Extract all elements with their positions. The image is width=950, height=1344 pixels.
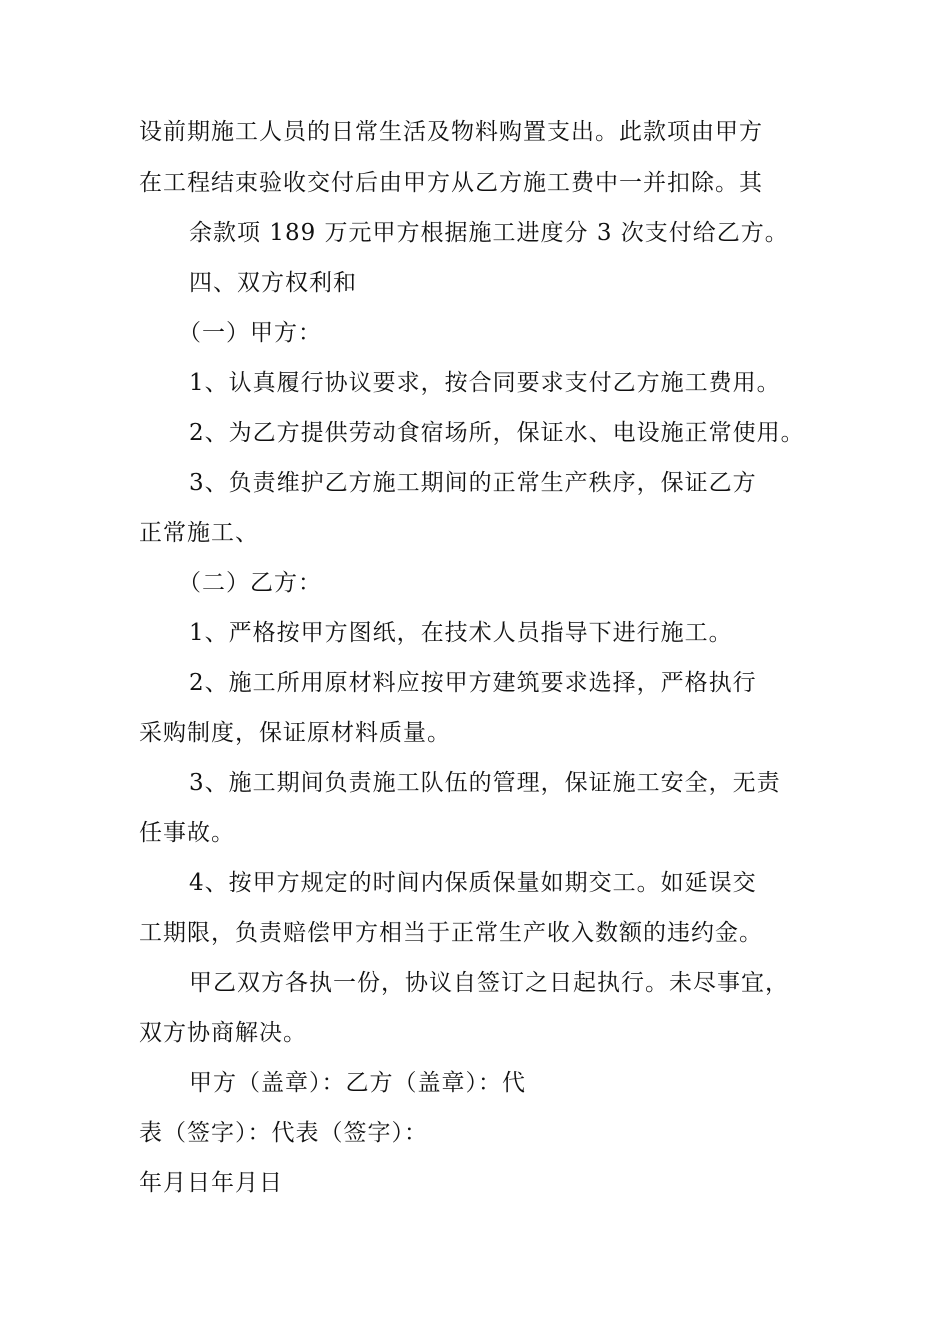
list-item: 4、按甲方规定的时间内保质保量如期交工。如延误交 (189, 870, 757, 896)
paragraph-line: 甲乙双方各执一份，协议自签订之日起执行。未尽事宜， (189, 970, 789, 996)
subsection-heading: （二）乙方： (178, 570, 322, 596)
list-item: 1、认真履行协议要求，按合同要求支付乙方施工费用。 (189, 370, 781, 396)
section-heading: 四、双方权利和 (189, 270, 357, 296)
list-item: 3、施工期间负责施工队伍的管理，保证施工安全，无责 (189, 770, 781, 796)
signature-line: 表（签字）：代表（签字）： (139, 1120, 428, 1146)
list-item: 2、为乙方提供劳动食宿场所，保证水、电设施正常使用。 (189, 420, 805, 446)
list-item: 2、施工所用原材料应按甲方建筑要求选择，严格执行 (189, 670, 757, 696)
subsection-heading: （一）甲方： (178, 320, 322, 346)
list-item-continuation: 正常施工、 (139, 520, 259, 546)
date-line: 年月日年月日 (139, 1170, 283, 1196)
list-item: 1、严格按甲方图纸，在技术人员指导下进行施工。 (189, 620, 733, 646)
list-item: 3、负责维护乙方施工期间的正常生产秩序，保证乙方 (189, 470, 757, 496)
list-item-continuation: 工期限，负责赔偿甲方相当于正常生产收入数额的违约金。 (139, 920, 763, 946)
paragraph-line: 余款项 189 万元甲方根据施工进度分 3 次支付给乙方。 (189, 220, 789, 246)
list-item-continuation: 采购制度，保证原材料质量。 (139, 720, 451, 746)
list-item-continuation: 任事故。 (139, 820, 235, 846)
signature-line: 甲方（盖章）：乙方（盖章）：代 (189, 1070, 526, 1096)
paragraph-line: 双方协商解决。 (139, 1020, 307, 1046)
paragraph-line: 在工程结束验收交付后由甲方从乙方施工费中一并扣除。其 (139, 170, 763, 196)
paragraph-line: 设前期施工人员的日常生活及物料购置支出。此款项由甲方 (139, 119, 763, 145)
